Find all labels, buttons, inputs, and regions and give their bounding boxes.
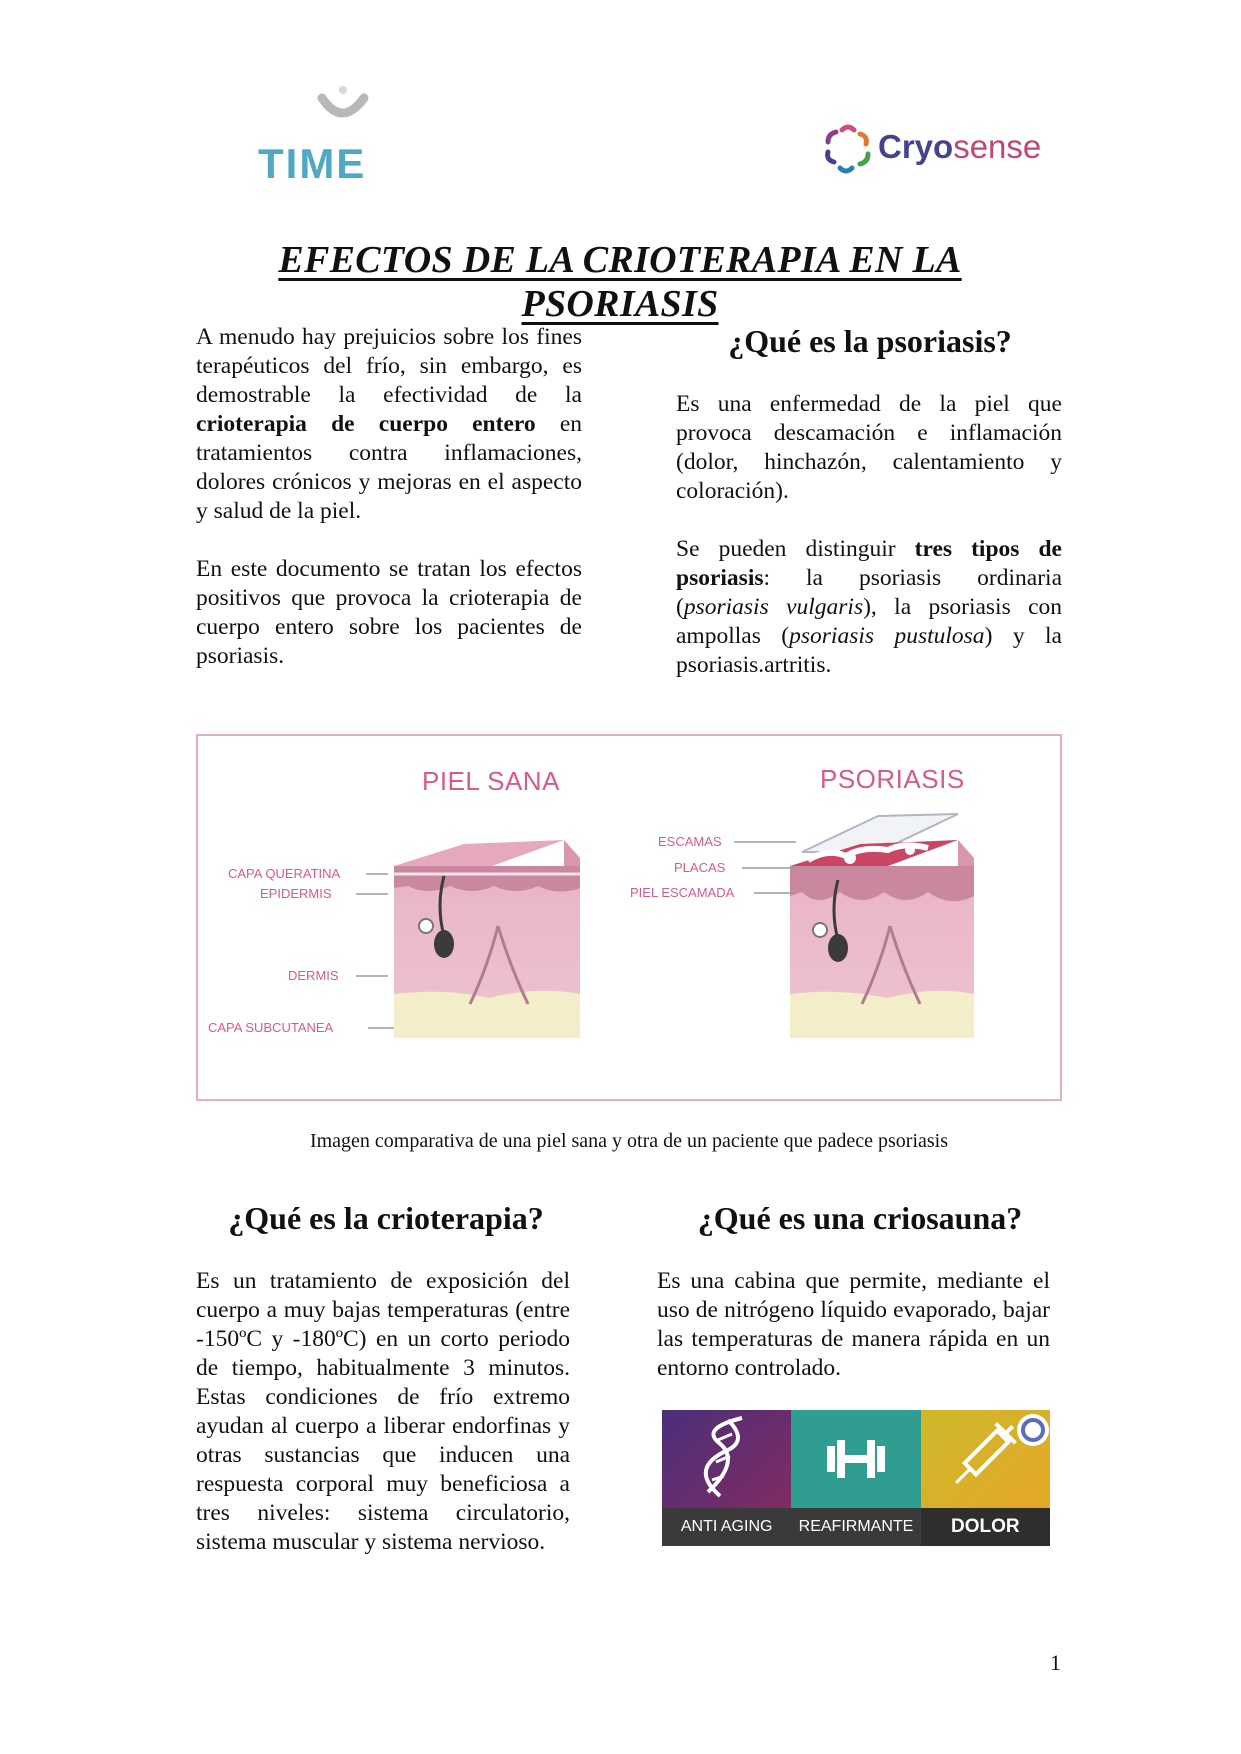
figure-caption: Imagen comparativa de una piel sana y otra de un paciente que padece psoriasis — [309, 1130, 949, 1152]
benefit-tile-dolor — [921, 1410, 1050, 1546]
intro-paragraph-1: A menudo hay prejuicios sobre los fines terapéuticos del frío, sin embargo, es demostrable la efectividad de la crioterapia de cuerpo entero en tratamientos contra inflamaciones, dolores crónicos y mejoras en el aspecto y salud de la piel. — [196, 324, 582, 524]
time-wordmark: TIME — [258, 140, 367, 187]
page-number: 1 — [1050, 1650, 1061, 1675]
skin-comparison-figure — [196, 734, 1062, 1101]
crioterapia-heading: ¿Qué es la crioterapia? — [228, 1200, 544, 1236]
dna-icon — [662, 1410, 791, 1508]
crioterapia-paragraph: Es un tratamiento de exposición del cuerpo a muy bajas temperaturas (entre -150ºC y -180ºC) en un corto periodo de tiempo, habitualmente 3 minutos. Estas condiciones de frío extremo ayudan al cuerpo a liberar endorfinas y otras sustancias que inducen una respuesta corporal muy beneficiosa a tres niveles: sistema circulatorio, sistema muscular y sistema nervioso. — [196, 1268, 570, 1555]
intro-column — [196, 323, 582, 671]
cryosense-wordmark: Cryosense — [878, 128, 1042, 165]
psoriasis-heading: ¿Qué es la psoriasis? — [728, 323, 1012, 359]
benefit-tile-reafirmante — [791, 1410, 920, 1546]
label-placas: PLACAS — [674, 860, 726, 875]
benefit-label-reafirmante: REAFIRMANTE — [791, 1508, 920, 1546]
benefits-banner — [662, 1410, 1050, 1546]
psoriasis-paragraph-2: Se pueden distinguir tres tipos de psoriasis: la psoriasis ordinaria (psoriasis vulgaris), la psoriasis con ampollas (psoriasis pustulosa) y la psoriasis.artritis. — [676, 536, 1063, 678]
label-escamas: ESCAMAS — [658, 834, 722, 849]
cryosense-flower-icon — [820, 120, 876, 176]
label-epidermis: EPIDERMIS — [260, 886, 332, 901]
label-capa-subcutanea: CAPA SUBCUTANEA — [208, 1020, 334, 1035]
psoriasis-paragraph-1: Es una enfermedad de la piel que provoca descamación e inflamación (dolor, hinchazón, calentamiento y coloración). — [676, 391, 1062, 504]
benefit-label-dolor: DOLOR — [921, 1508, 1050, 1546]
logo-time — [250, 80, 470, 190]
label-dermis: DERMIS — [288, 968, 339, 983]
intro-paragraph-2: En este documento se tratan los efectos positivos que provoca la crioterapia de cuerpo entero sobre los pacientes de psoriasis. — [196, 556, 582, 669]
logo-cryosense — [820, 120, 1060, 180]
criosauna-paragraph: Es una cabina que permite, mediante el uso de nitrógeno líquido evaporado, bajar las temperaturas de manera rápida en un entorno controlado. — [657, 1268, 1050, 1381]
label-capa-queratina: CAPA QUERATINA — [228, 866, 341, 881]
healthy-skin-heading: PIEL SANA — [422, 766, 560, 796]
label-piel-escamada: PIEL ESCAMADA — [630, 885, 735, 900]
psoriasis-skin-heading: PSORIASIS — [820, 764, 965, 794]
criosauna-heading: ¿Qué es una criosauna? — [697, 1200, 1023, 1236]
time-smile-icon — [250, 80, 470, 140]
document-title: EFECTOS DE LA CRIOTERAPIA EN LA PSORIASIS — [278, 239, 962, 325]
psoriasis-skin-block — [790, 814, 974, 1038]
benefit-label-anti-aging: ANTI AGING — [662, 1508, 791, 1546]
psoriasis-column — [676, 390, 1062, 680]
healthy-skin-block — [394, 840, 580, 1038]
dumbbell-icon — [791, 1410, 920, 1508]
syringe-icon — [921, 1410, 1050, 1508]
benefit-tile-anti-aging — [662, 1410, 791, 1546]
